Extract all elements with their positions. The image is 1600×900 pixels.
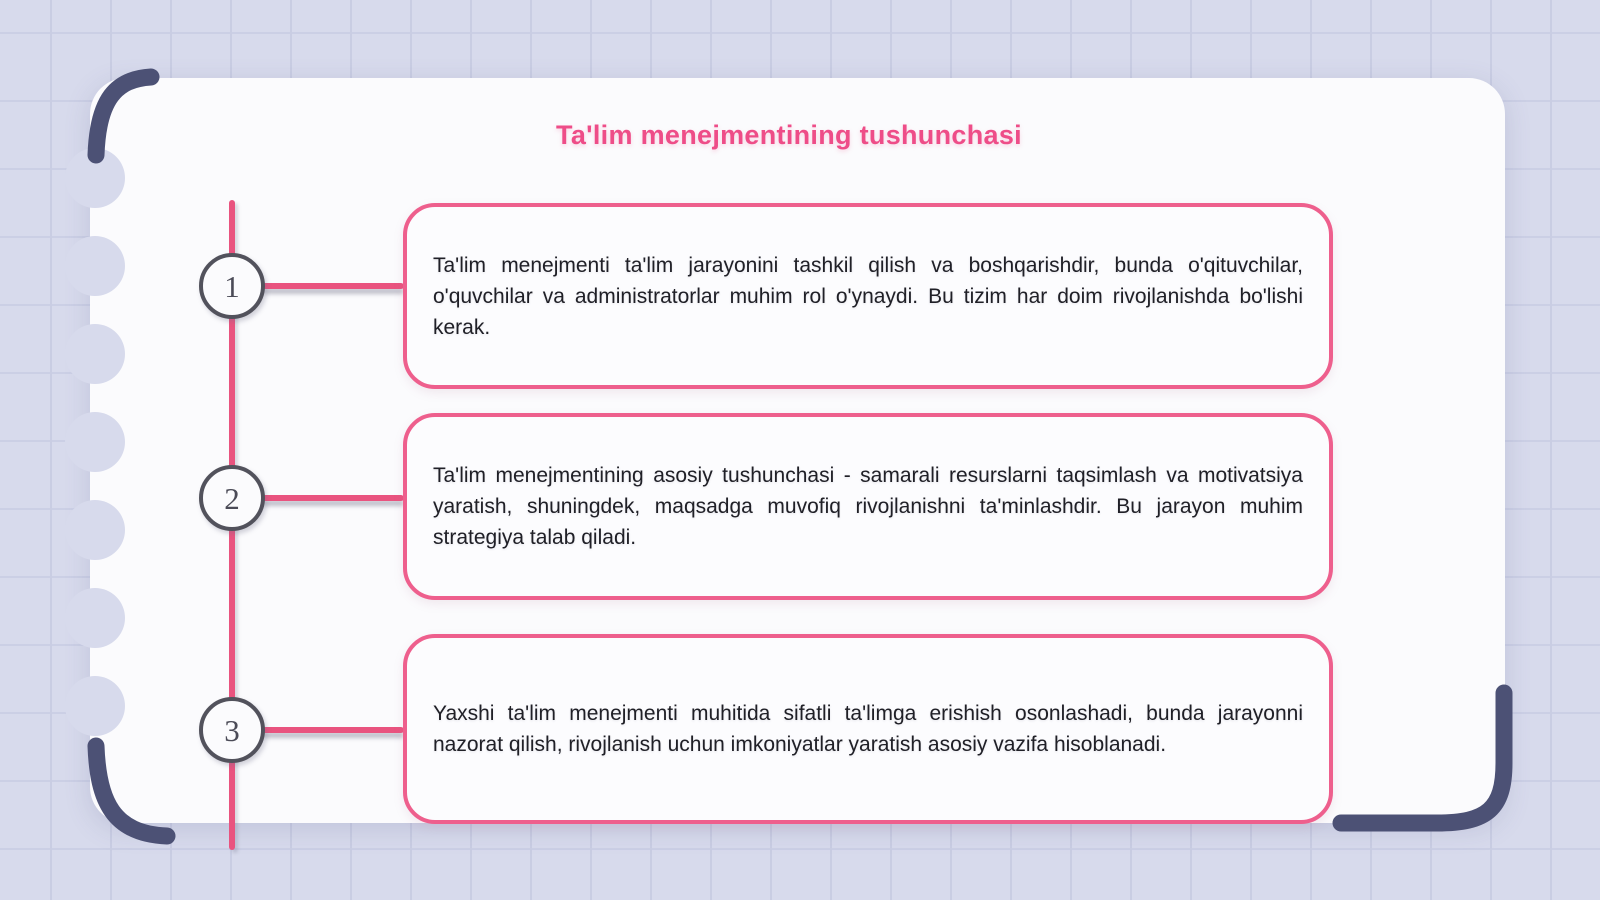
torn-edge-notch [65, 412, 125, 472]
node-number-1: 1 [224, 268, 240, 304]
content-text-2: Ta'lim menejmentining asosiy tushunchasi - samarali resurslarni taqsimlash va motivatsiya yaratish, shuningdek, maqsadga muvofiq rivojlanishni ta'minlashdir. Bu jarayon muhim strategiya talab qiladi. [433, 464, 1303, 549]
node-number-2: 2 [224, 480, 240, 516]
timeline-connector-3 [262, 727, 404, 733]
content-box-3 [403, 634, 1333, 824]
node-number-3: 3 [224, 712, 240, 748]
timeline-connector-2 [262, 495, 404, 501]
content-text-1: Ta'lim menejmenti ta'lim jarayonini tashkil qilish va boshqarishdir, bunda o'qituvchilar, o'quvchilar va administratorlar muhim rol o'ynaydi. Bu tizim har doim rivojlanishda bo'lishi kerak. [433, 253, 1303, 339]
slide-title: Ta'lim menejmentining tushunchasi [556, 120, 1022, 150]
torn-edge-notch [65, 236, 125, 296]
content-box-2 [403, 413, 1333, 600]
timeline-connector-1 [262, 283, 404, 289]
torn-edge-notch [65, 148, 125, 208]
torn-edge-notch [65, 500, 125, 560]
torn-edge-notch [65, 676, 125, 736]
timeline-node-2 [199, 465, 265, 531]
timeline-node-3 [199, 697, 265, 763]
torn-edge-notch [65, 588, 125, 648]
content-box-1 [403, 203, 1333, 389]
timeline-node-1 [199, 253, 265, 319]
content-text-3: Yaxshi ta'lim menejmenti muhitida sifatli ta'limga erishish osonlashadi, bunda jarayonni nazorat qilish, rivojlanish uchun imkoniyatlar yaratish asosiy vazifa hisoblanadi. [433, 702, 1303, 756]
torn-edge-notch [65, 324, 125, 384]
